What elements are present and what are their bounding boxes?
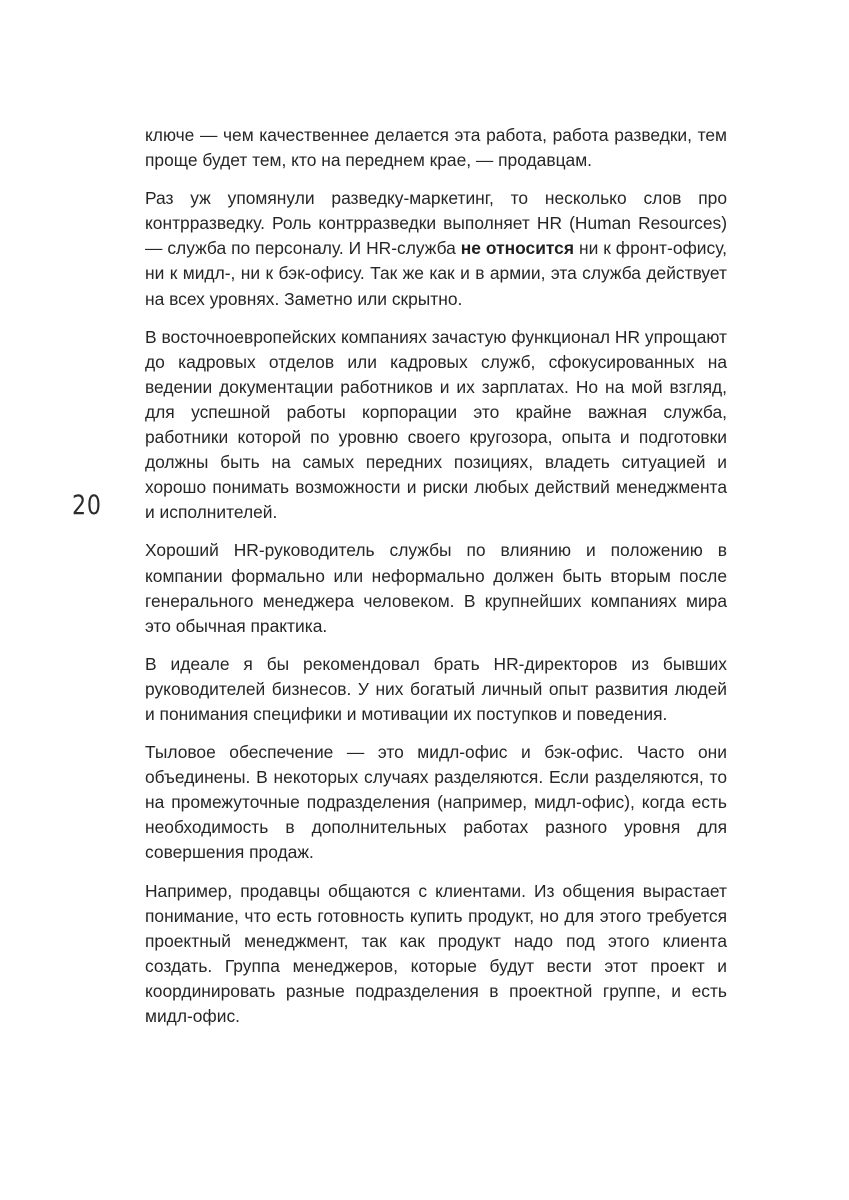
page-number: 20: [72, 490, 102, 521]
paragraph-7: Например, продавцы общаются с клиентами. Из общения вырастает понимание, что есть готовность купить продукт, но для этого требуется проектный менеджмент, так как продукт надо под этого клиента создать. Группа менеджеров, которые будут вести этот проект и координировать разные подразделения в проектной группе, и есть мидл-офис.: [145, 880, 727, 1026]
paragraph-6: Тыловое обеспечение — это мидл-офис и бэк-офис. Часто они объединены. В некоторых случаях разделяются. Если разделяются, то на промежуточные подразделения (например, мидл-офис), когда есть необходимость в дополнительных работах разного уровня для совершения продаж.: [145, 742, 727, 863]
paragraph-2: [145, 186, 727, 311]
paragraph-5: В идеале я бы рекомендовал брать HR-директоров из бывших руководителей бизнесов. У них богатый личный опыт развития людей и понимания специфики и мотивации их поступков и поведения.: [145, 653, 727, 724]
paragraph-4: Хороший HR-руководитель службы по влиянию и положению в компании формально или неформально должен быть вторым после генерального менеджера человеком. В крупнейших компаниях мира это обычная практика.: [145, 540, 727, 636]
paragraph-2-text-before: Раз уж упомянули разведку-маркетинг, то несколько слов про контрразведку. Роль контрразведки выполняет HR (Human Resources) — служба по персоналу. И HR-служба: [145, 188, 727, 259]
paragraph-2-emphasis: не относится: [460, 238, 574, 259]
paragraph-2-text-after: ни к фронт-офису, ни к мидл-, ни к бэк-офису. Так же как и в армии, эта служба действует на всех уровнях. Заметно или скрытно.: [145, 238, 727, 309]
paragraph-3: В восточноевропейских компаниях зачастую функционал HR упрощают до кадровых отделов или кадровых служб, сфокусированных на ведении документации работников и их зарплатах. Но на мой взгляд, для успешной работы корпорации это крайне важная служба, работники которой по уровню своего кругозора, опыта и подготовки должны быть на самых передних позициях, владеть ситуацией и хорошо понимать возможности и риски любых действий менеджмента и исполнителей.: [145, 326, 727, 523]
body-text: [145, 123, 727, 1042]
paragraph-1: ключе — чем качественнее делается эта работа, работа разведки, тем проще будет тем, кто на переднем крае, — продавцам.: [145, 125, 727, 171]
